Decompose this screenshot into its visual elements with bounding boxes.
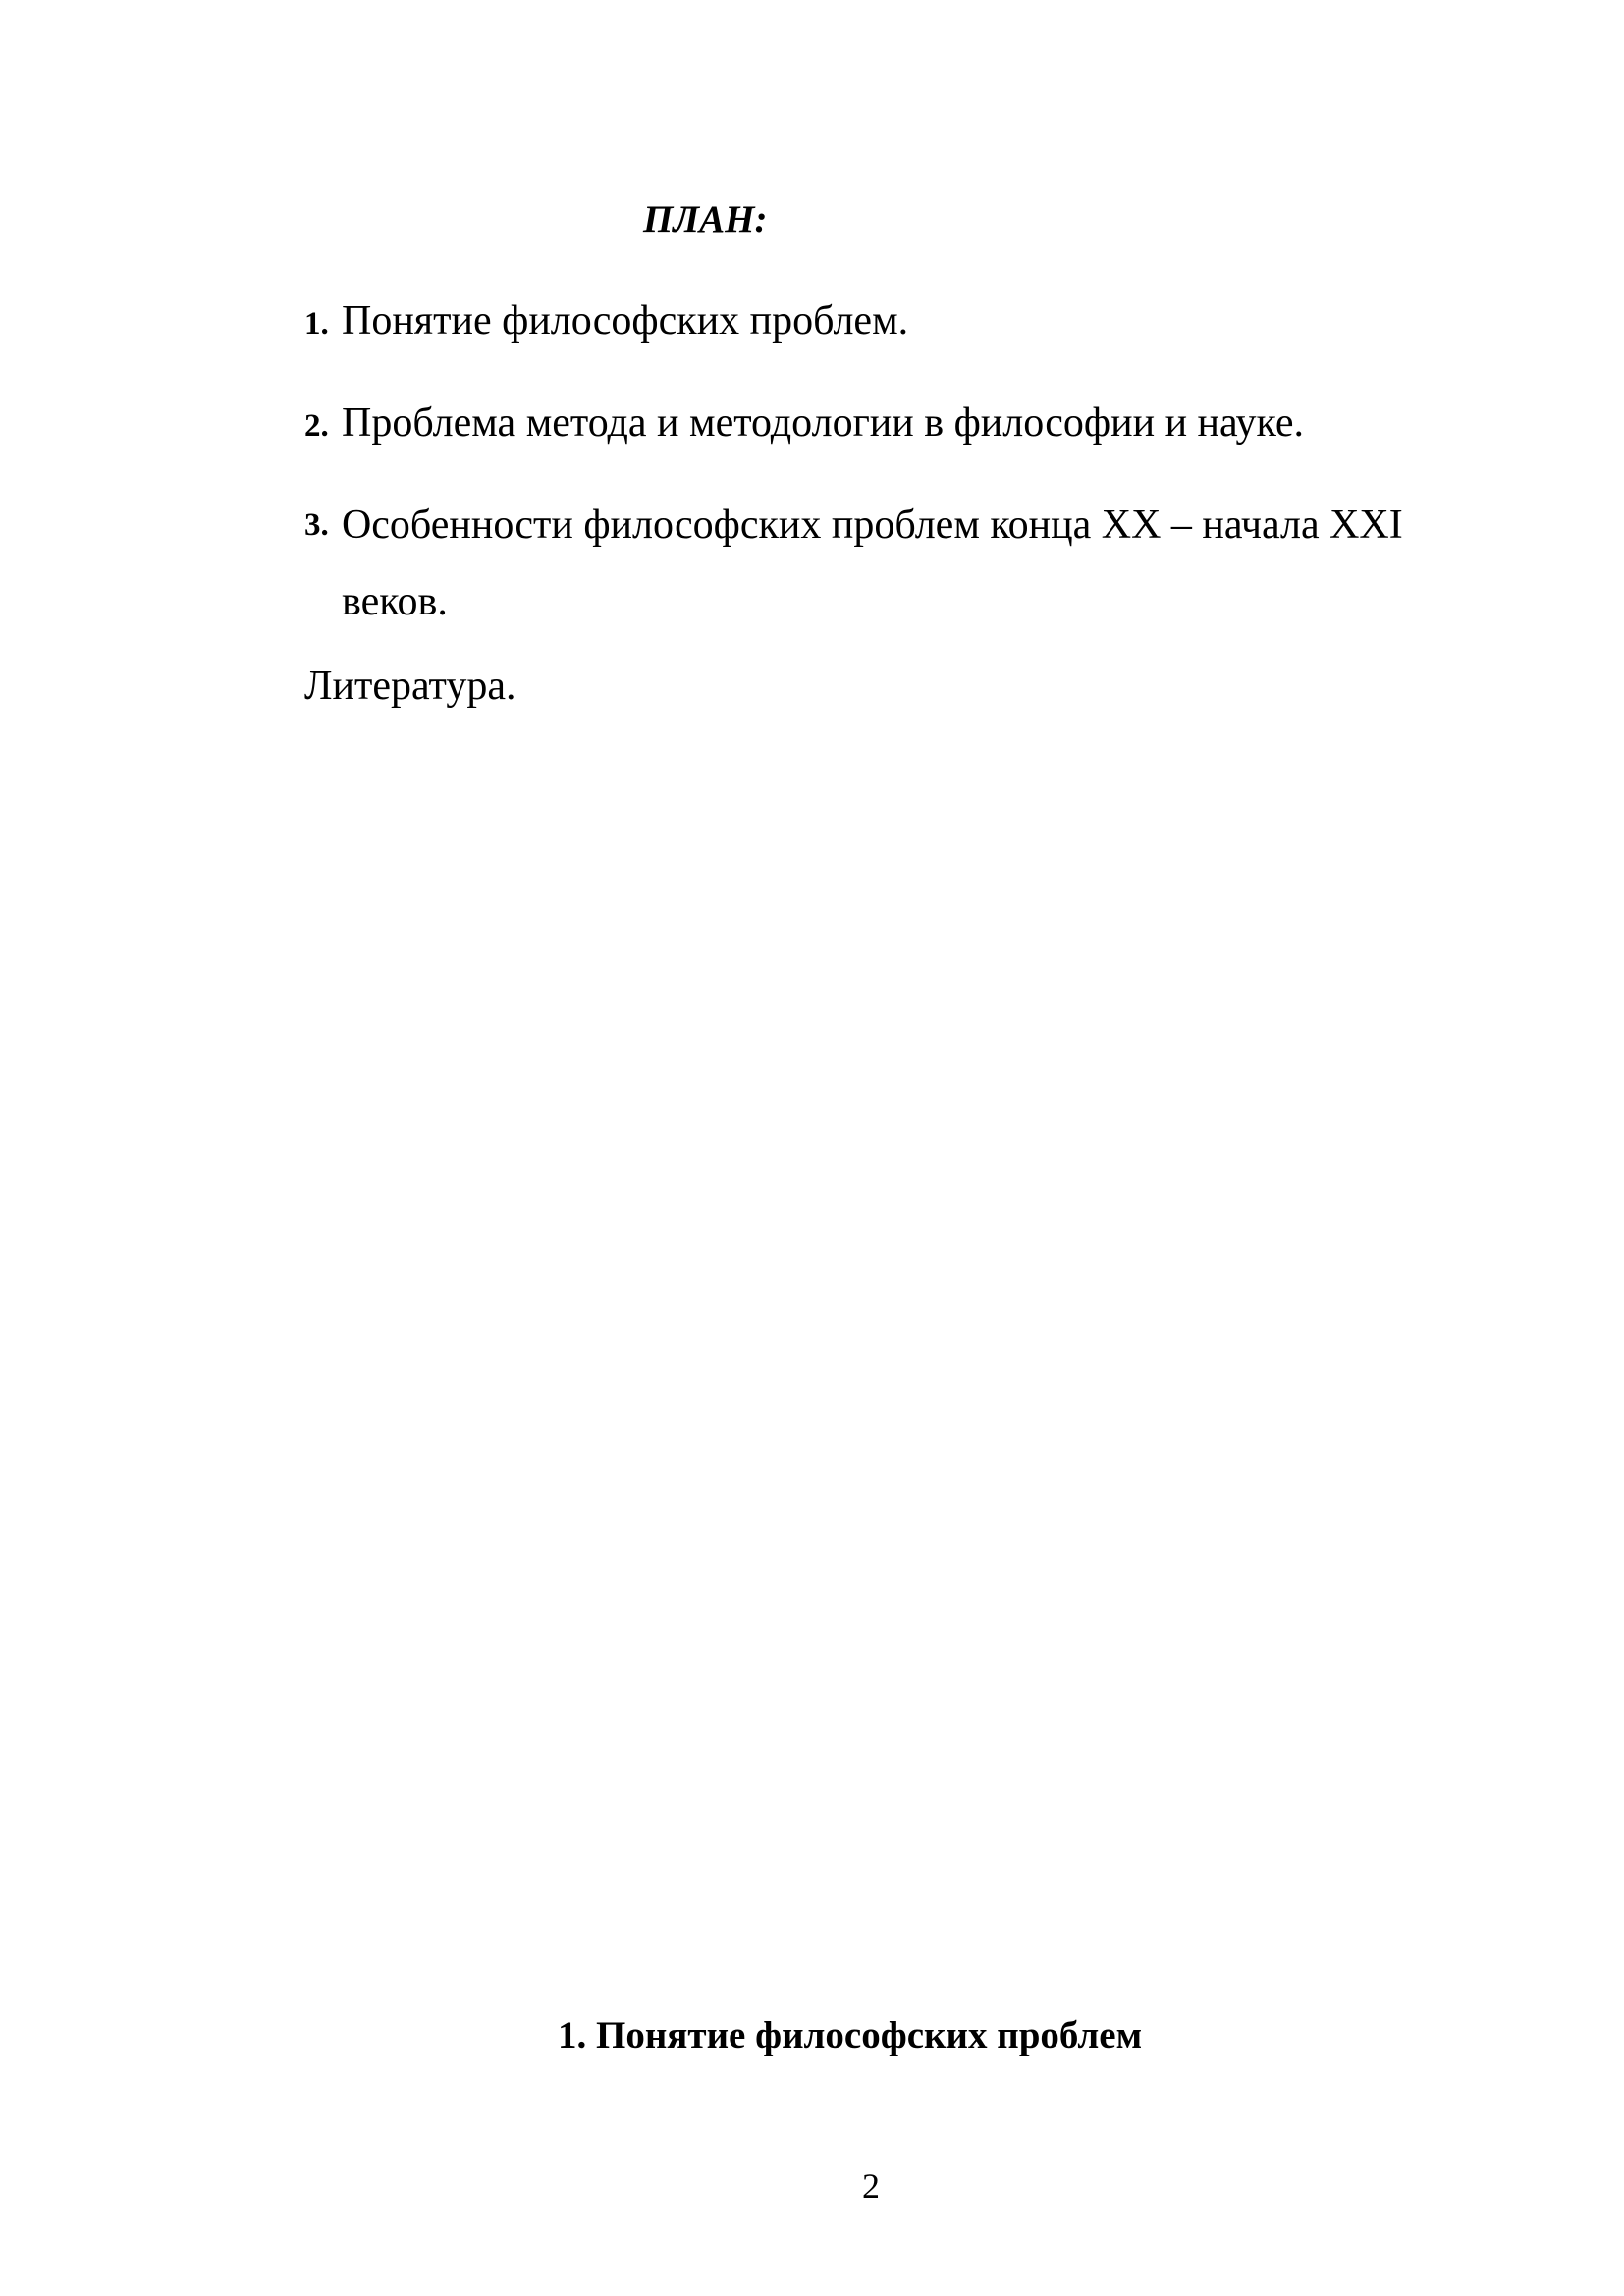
plan-item-text: Проблема метода и методологии в философии и науке. [342,400,1305,446]
plan-item-3 [304,487,1502,640]
page-number: 2 [862,2166,880,2206]
plan-item-text: Понятие философских проблем. [342,298,909,344]
plan-title: ПЛАН: [643,198,768,240]
plan-item-number: 3. [304,507,329,543]
plan-item-number: 2. [304,408,329,444]
section-heading: 1. Понятие философских проблем [558,2014,1143,2056]
plan-item-1 [304,283,908,362]
plan-item-2 [304,385,1304,464]
literature-entry: Литература. [304,664,516,709]
plan-item-text-line-2: веков. [342,579,448,624]
plan-item-number: 1. [304,306,329,342]
plan-item-text-line-1: Особенности философских проблем конца XX – начала XXI [341,503,1403,548]
